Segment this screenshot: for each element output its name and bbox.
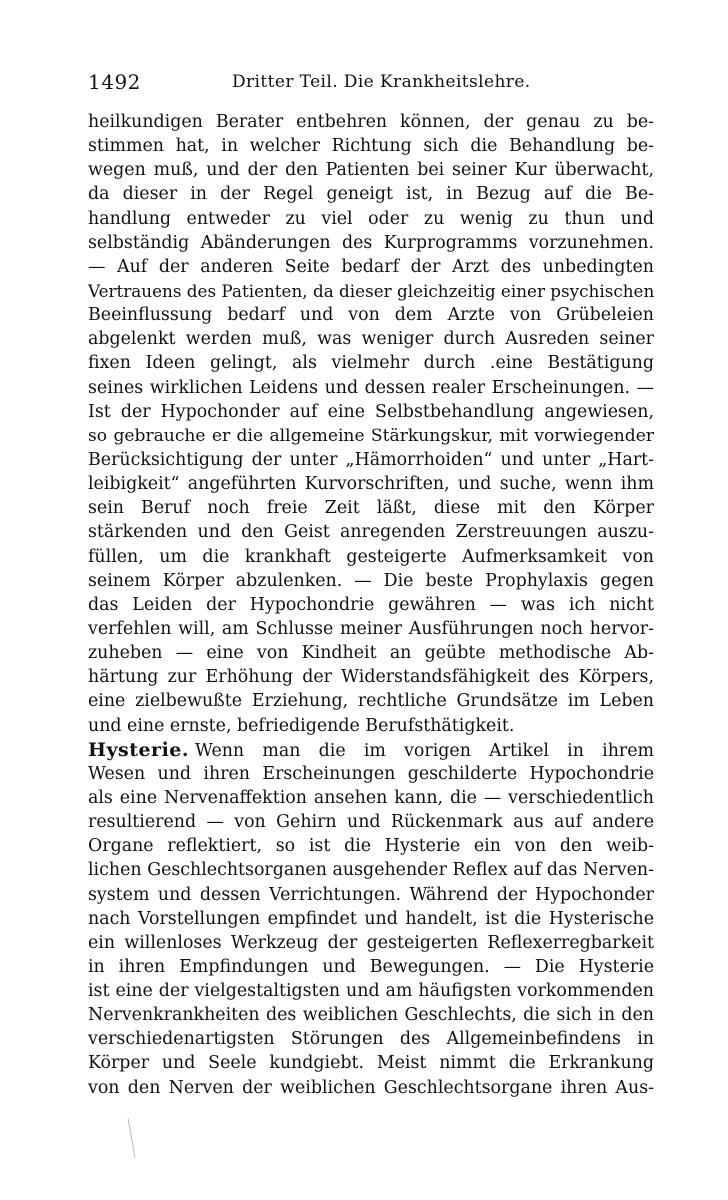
text-line: verschiedenartigsten Störungen des Allgemeinbefindens in [88, 1029, 654, 1050]
section-first-line-text: Wenn man die im vorigen Artikel in ihrem [194, 740, 654, 761]
text-line: Wesen und ihren Erscheinungen geschilderte Hypochondrie [88, 763, 654, 784]
text-line: abgelenkt werden muß, was weniger durch Ausreden seiner [88, 329, 654, 350]
section-heading: Hysterie. [88, 738, 189, 761]
text-line: härtung zur Erhöhung der Widerstandsfähigkeit des Körpers, [88, 667, 654, 688]
text-line: fixen Ideen gelingt, als vielmehr durch .eine Bestätigung [88, 353, 654, 374]
text-line: verfehlen will, am Schlusse meiner Ausführungen noch hervor- [88, 618, 654, 639]
text-line: sein Beruf noch freie Zeit läßt, diese mit den Körper [88, 498, 654, 519]
text-line: resultierend — von Gehirn und Rückenmark aus auf andere [88, 812, 654, 833]
body-text [88, 110, 654, 1100]
text-line: seines wirklichen Leidens und dessen realer Erscheinungen. — [88, 377, 654, 398]
text-line: so gebrauche er die allgemeine Stärkungskur, mit vorwiegender [88, 425, 654, 446]
text-line: füllen, um die krankhaft gesteigerte Aufmerksamkeit von [88, 546, 654, 567]
text-line: das Leiden der Hypochondrie gewähren — was ich nicht [88, 594, 654, 615]
text-line: system und dessen Verrichtungen. Während der Hypochonder [88, 884, 654, 905]
text-line: lichen Geschlechtsorganen ausgehender Reflex auf das Nerven- [88, 860, 654, 881]
running-head: Dritter Teil. Die Krankheitslehre. [232, 72, 531, 92]
text-line: nach Vorstellungen empfindet und handelt, ist die Hysterische [88, 908, 654, 929]
text-line: und eine ernste, befriedigende Berufsthätigkeit. [88, 715, 515, 736]
text-line: seinem Körper abzulenken. — Die beste Prophylaxis gegen [88, 570, 654, 591]
text-line: Organe reflektiert, so ist die Hysterie ein von den weib- [88, 836, 654, 857]
text-line: von den Nerven der weiblichen Geschlechtsorgane ihren Aus- [88, 1077, 654, 1098]
text-line: Körper und Seele kundgiebt. Meist nimmt die Erkrankung [88, 1053, 654, 1074]
text-line: da dieser in der Regel geneigt ist, in Bezug auf die Be- [88, 184, 654, 205]
paper-mark [128, 1118, 136, 1158]
text-line: stimmen hat, in welcher Richtung sich die Behandlung be- [88, 136, 654, 157]
section-first-line [88, 738, 654, 762]
text-line: Nervenkrankheiten des weiblichen Geschlechts, die sich in den [88, 1005, 654, 1026]
text-line: Vertrauens des Patienten, da dieser gleichzeitig einer psychischen [88, 280, 655, 301]
text-line: ein willenloses Werkzeug der gesteigerten Reflexerregbarkeit [88, 932, 654, 953]
text-line: — Auf der anderen Seite bedarf der Arzt des unbedingten [88, 256, 654, 277]
text-line: wegen muß, und der den Patienten bei seiner Kur überwacht, [88, 160, 654, 181]
text-line: eine zielbewußte Erziehung, rechtliche Grundsätze im Leben [88, 691, 654, 712]
text-line: leibigkeit“ angeführten Kurvorschriften, und suche, wenn ihm [88, 474, 654, 495]
text-line: als eine Nervenaffektion ansehen kann, die — verschiedentlich [88, 787, 654, 808]
text-line: Berücksichtigung der unter „Hämorrhoiden“ und unter „Hart- [88, 449, 654, 470]
text-line: Beeinflussung bedarf und von dem Arzte von Grübeleien [88, 305, 654, 326]
text-line: zuheben — eine von Kindheit an geübte methodische Ab- [88, 643, 654, 664]
text-line: ist eine der vielgestaltigsten und am häufigsten vorkommenden [88, 981, 654, 1002]
text-line: selbständig Abänderungen des Kurprogramms vorzunehmen. [88, 232, 654, 253]
text-line: heilkundigen Berater entbehren können, der genau zu be- [88, 112, 654, 132]
text-line: stärkenden und den Geist anregenden Zerstreuungen auszu- [88, 522, 654, 543]
page-number: 1492 [88, 70, 141, 94]
text-line: handlung entweder zu viel oder zu wenig zu thun und [88, 208, 654, 229]
text-line: Ist der Hypochonder auf eine Selbstbehandlung angewiesen, [88, 401, 654, 422]
text-line: in ihren Empfindungen und Bewegungen. — Die Hysterie [88, 956, 654, 977]
